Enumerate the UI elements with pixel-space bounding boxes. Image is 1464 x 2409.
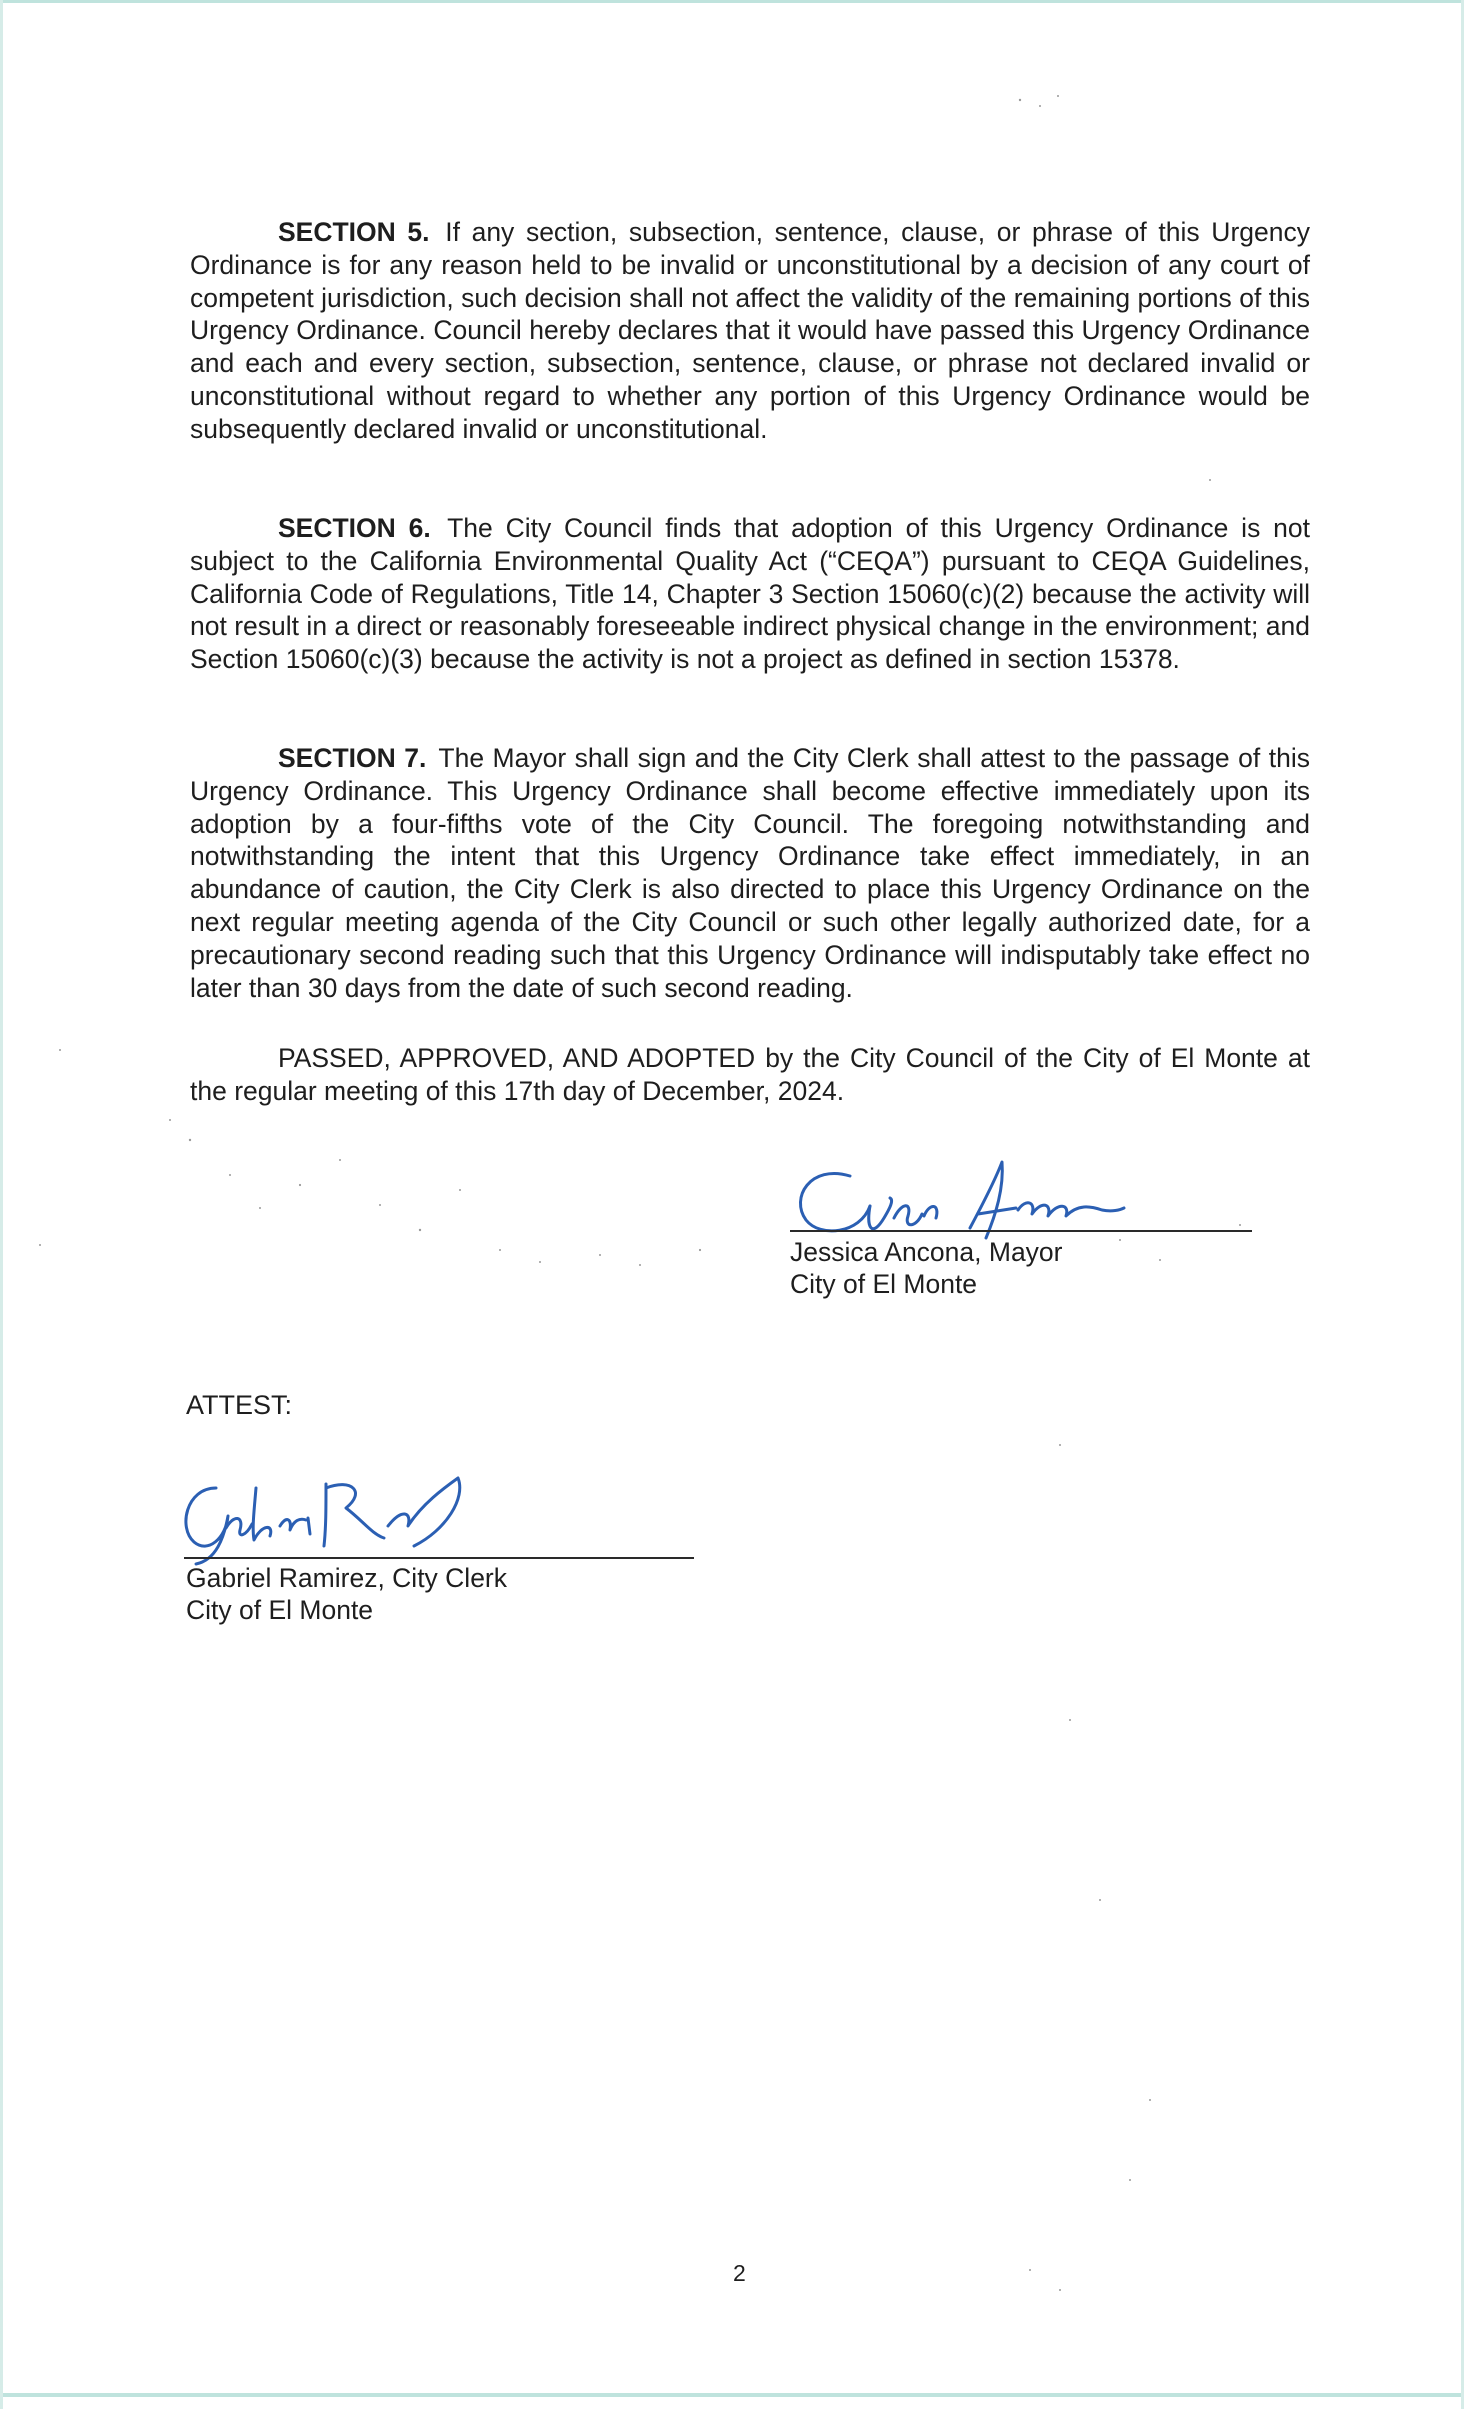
adoption-paragraph	[190, 1042, 1310, 1108]
mayor-name-title: Jessica Ancona, Mayor	[790, 1237, 1063, 1267]
city-clerk-name-title: Gabriel Ramirez, City Clerk	[186, 1563, 508, 1593]
mayor-city: City of El Monte	[790, 1269, 978, 1299]
section-5-text: If any section, subsection, sentence, clause, or phrase of this Urgency Ordinance is for any reason held to be invalid or unconstitutional by a decision of any court of competent jurisdiction, such decision shall not affect the validity of the remaining portions of this Urgency Ordinance. Council hereby declares that it would have passed this Urgency Ordinance and each and every section, subsection, sentence, clause, or phrase not declared invalid or unconstitutional without regard to whether any portion of this Urgency Ordinance would be subsequently declared invalid or unconstitutional.	[190, 217, 1310, 444]
mayor-signature-line	[790, 1230, 1252, 1232]
section-5-paragraph	[190, 216, 1310, 446]
city-clerk-signature	[176, 1468, 476, 1568]
page-number: 2	[733, 2260, 746, 2286]
section-6-text: The City Council finds that adoption of this Urgency Ordinance is not subject to the California Environmental Quality Act (“CEQA”) pursuant to CEQA Guidelines, California Code of Regulations, Title 14, Chapter 3 Section 15060(c)(2) because the activity will not result in a direct or reasonably foreseeable indirect physical change in the environment; and Section 15060(c)(3) because the activity is not a project as defined in section 15378.	[190, 513, 1310, 675]
section-6-paragraph	[190, 512, 1310, 676]
section-7-paragraph	[190, 742, 1310, 1004]
city-clerk-city: City of El Monte	[186, 1595, 374, 1625]
section-7-text: The Mayor shall sign and the City Clerk shall attest to the passage of this Urgency Ordinance. This Urgency Ordinance shall become effective immediately upon its adoption by a four-fifths vote of the City Council. The foregoing notwithstanding and notwithstanding the intent that this Urgency Ordinance take effect immediately, in an abundance of caution, the City Clerk is also directed to place this Urgency Ordinance on the next regular meeting agenda of the City Council or such other legally authorized date, for a precautionary second reading such that this Urgency Ordinance will indisputably take effect no later than 30 days from the date of such second reading.	[190, 743, 1310, 1003]
section-7-label: SECTION 7.	[278, 743, 427, 773]
adoption-text: PASSED, APPROVED, AND ADOPTED by the City Council of the City of El Monte at the regular meeting of this 17th day of December, 2024.	[190, 1043, 1310, 1106]
attest-label: ATTEST:	[186, 1390, 293, 1420]
section-6-label: SECTION 6.	[278, 513, 431, 543]
mayor-signature	[790, 1158, 1130, 1248]
section-5-label: SECTION 5.	[278, 217, 430, 247]
city-clerk-signature-line	[184, 1557, 694, 1559]
